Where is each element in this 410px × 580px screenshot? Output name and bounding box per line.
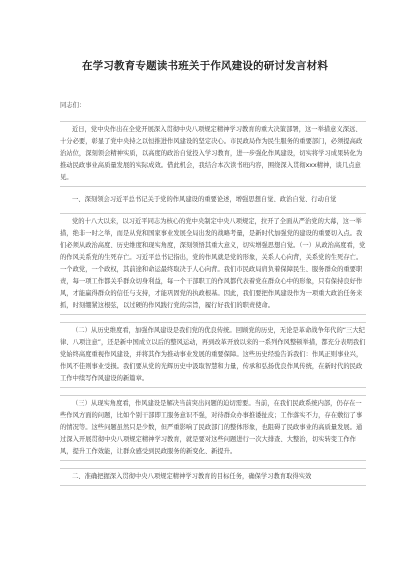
section-1-box [60, 213, 366, 315]
section-heading-2: 二、准确把握深入贯彻中央八项规定精神学习教育的目标任务，确保学习教育取得实效 [72, 473, 312, 480]
paragraph-reality: （三）从现实角度看，作风建设是解决当前突出问题的迫切需要。当前，在我们民政系统内部，仍存在一些作风方面的问题，比如个别干部即工服务意识不强，对待群众办事推诿扯皮；工作落实不力，存在敷衍了事的情况等。这些问题虽然只是少数，但严重影响了民政部门的整体形象，也阻碍了民政事业的高质量发展。通过深入开展贯彻中央八项规定精神学习教育，就是要对这些问题进行一次大排查、大整治，切实转变工作作风，提升工作效能，让群众感受到民政服务的新变化、新提升。 [60, 400, 363, 455]
paragraph-history: （二）从历史维度看，加强作风建设是我们党的优良传统。回顾党的历史，无论是革命战争年代的“三大纪律、八项注意”，还是新中国成立以后的整风运动，再到改革开放以来的一系列作风整顿举措，都充分表明我们党始终高度重视作风建设，并将其作为推动事业发展的重要保障。这些历史经验告诉我们：作风正则事业兴，作风不佳则事业受损。我们要从党的光辉历史中汲取智慧和力量，传承和弘扬优良作风传统，在新时代的民政工作中续写作风建设的新篇章。 [60, 327, 366, 382]
paragraph-intro: 近日，党中央作出在全党开展深入贯彻中央八项规定精神学习教育的重大决策部署，这一举措意义深远、十分必要，彰显了党中央持之以恒推进作风建设的坚定决心。市民政局作为民生服务的重要部门，必须提高政治站位，深刻领会精神实质，以高度的政治自觉投入学习教育，进一步强化作风建设，切实将学习成果转化为推动民政事业高质量发展的实际成效。借此机会，我结合本次读书班内容，围绕深入贯彻xxx精神，谈几点意见。 [60, 126, 363, 181]
section-heading-1: 一、深刻领会习近平总书记关于党的作风建设的重要论述，增强思想自觉、政治自觉、行动自觉 [72, 196, 337, 203]
section-3-box [60, 395, 366, 461]
intro-box [60, 121, 366, 187]
document-title: 在学习教育专题读书班关于作风建设的研讨发言材料 [81, 60, 329, 72]
section-2-box [60, 322, 366, 388]
greeting: 同志们： [60, 102, 86, 109]
document-body [60, 100, 366, 486]
section-heading-2-box [60, 468, 366, 486]
paragraph-political-height: 党的十八大以来，以习近平同志为核心的党中央制定中央八项规定，拉开了全面从严治党的大幕，这一举措，绝非一时之举，而是从党和国家事业发展全局出发的战略考量，是新时代加强党的建设的重要切入点。我们必须从政治高度、历史维度和现实角度，深刻领悟其重大意义，切实增强思想自觉。（一）从政治高度看，党的作风关系党的生死存亡。习近平总书记指出，党的作风就是党的形象，关系人心向背，关系党的生死存亡。一个政党，一个政权，其前途和命运最终取决于人心向背。我们市民政局肩负着保障民生、服务群众的重要职责，每一项工作都关乎群众切身利益，每一个干部职工的作风都代表着党在群众心中的形象，只有保持良好作风，才能赢得群众的信任与支持，才能巩固党的执政根基。因此，我们要把作风建设作为一项重大政治任务来抓，时刻绷紧这根弦，以过硬的作风践行党的宗旨，履行好我们的职责使命。 [60, 218, 366, 309]
